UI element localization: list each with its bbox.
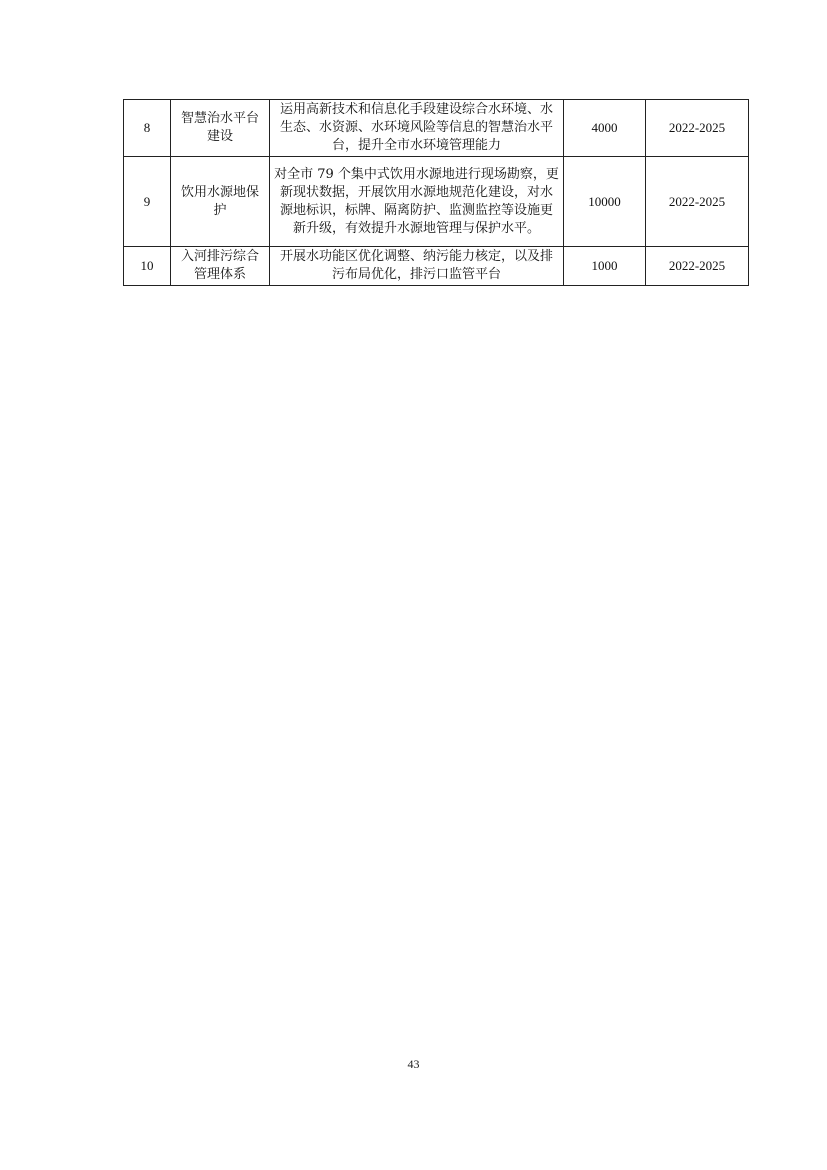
project-name: 智慧治水平台建设 xyxy=(171,100,270,157)
project-description: 运用高新技术和信息化手段建设综合水环境、水生态、水资源、水环境风险等信息的智慧治水平台，提升全市水环境管理能力 xyxy=(270,100,564,157)
project-description: 开展水功能区优化调整、纳污能力核定，以及排污布局优化，排污口监管平台 xyxy=(270,247,564,286)
project-description: 对全市 79 个集中式饮用水源地进行现场勘察，更新现状数据，开展饮用水源地规范化建设，对水源地标识，标牌、隔离防护、监测监控等设施更新升级，有效提升水源地管理与保护水平。 xyxy=(270,157,564,247)
project-period: 2022-2025 xyxy=(646,100,749,157)
project-table xyxy=(123,99,749,286)
table-row xyxy=(124,247,749,286)
project-name: 入河排污综合管理体系 xyxy=(171,247,270,286)
project-amount: 4000 xyxy=(564,100,646,157)
page-number: 43 xyxy=(407,1057,420,1071)
row-number: 9 xyxy=(124,157,171,247)
table-row xyxy=(124,157,749,247)
project-name: 饮用水源地保护 xyxy=(171,157,270,247)
row-number: 8 xyxy=(124,100,171,157)
table-row xyxy=(124,100,749,157)
project-period: 2022-2025 xyxy=(646,247,749,286)
project-amount: 10000 xyxy=(564,157,646,247)
row-number: 10 xyxy=(124,247,171,286)
project-period: 2022-2025 xyxy=(646,157,749,247)
project-amount: 1000 xyxy=(564,247,646,286)
